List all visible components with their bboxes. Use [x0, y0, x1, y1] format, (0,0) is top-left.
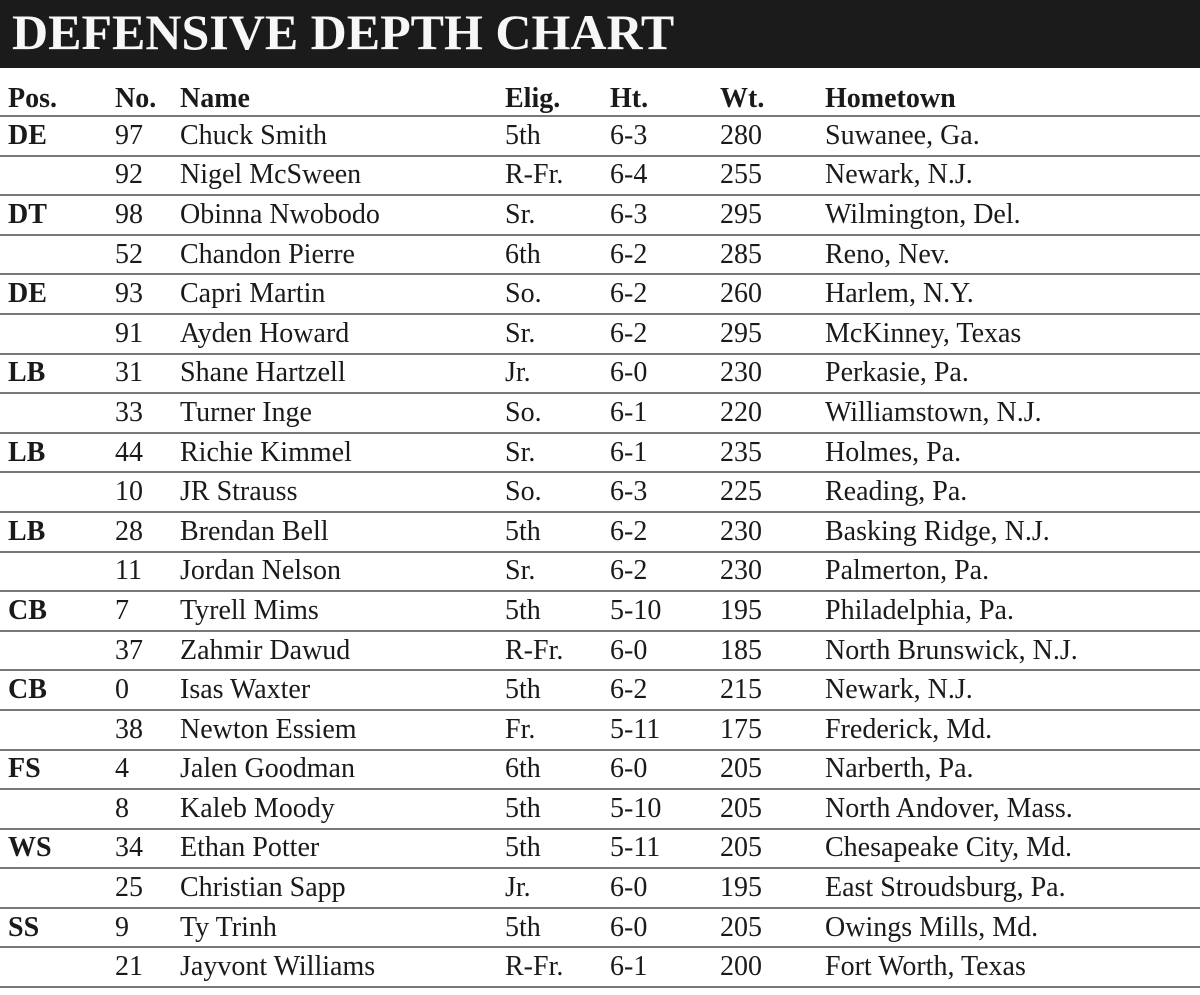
- cell-ht: 6-0: [610, 357, 648, 389]
- table-row: [0, 195, 1200, 235]
- cell-pos: [0, 710, 115, 750]
- cell-no: 38: [115, 713, 143, 745]
- cell-hometown: Narberth, Pa.: [825, 753, 974, 785]
- cell-wt: 255: [720, 159, 762, 191]
- cell-ht: 6-3: [610, 476, 648, 508]
- cell-pos: LB: [8, 436, 46, 468]
- column-header-name: Name: [180, 83, 250, 114]
- table-row: [0, 433, 1200, 473]
- cell-elig: 5th: [505, 832, 541, 864]
- cell-wt: 205: [720, 832, 762, 864]
- cell-elig: R-Fr.: [505, 951, 564, 983]
- cell-pos: CB: [8, 674, 47, 706]
- table-row: [0, 789, 1200, 829]
- cell-elig: Sr.: [505, 198, 536, 230]
- cell-pos: [0, 552, 115, 592]
- cell-pos: FS: [8, 753, 41, 785]
- table-row: [0, 552, 1200, 592]
- cell-name: Shane Hartzell: [180, 357, 346, 389]
- cell-pos: [0, 156, 115, 196]
- column-header-no: No.: [115, 83, 157, 114]
- cell-no: 97: [115, 119, 143, 151]
- cell-elig: 5th: [505, 594, 541, 626]
- cell-elig: Sr.: [505, 436, 536, 468]
- table-row: [0, 631, 1200, 671]
- cell-wt: 205: [720, 753, 762, 785]
- cell-pos: DE: [8, 119, 47, 151]
- cell-no: 92: [115, 159, 143, 191]
- page-title: DEFENSIVE DEPTH CHART: [12, 4, 675, 60]
- cell-hometown: McKinney, Texas: [825, 317, 1022, 349]
- cell-name: Ayden Howard: [180, 317, 350, 349]
- cell-wt: 200: [720, 951, 762, 983]
- cell-ht: 6-1: [610, 436, 648, 468]
- title-bar: [0, 0, 1200, 68]
- column-header-wt: Wt.: [720, 83, 765, 114]
- cell-ht: 6-3: [610, 198, 648, 230]
- cell-ht: 5-10: [610, 594, 662, 626]
- cell-elig: Jr.: [505, 872, 531, 904]
- table-row: [0, 947, 1200, 987]
- cell-hometown: Reno, Nev.: [825, 238, 950, 270]
- cell-pos: [0, 789, 115, 829]
- cell-wt: 195: [720, 594, 762, 626]
- column-header-pos: Pos.: [8, 83, 57, 114]
- cell-name: Newton Essiem: [180, 713, 357, 745]
- cell-wt: 230: [720, 515, 762, 547]
- cell-ht: 6-1: [610, 951, 648, 983]
- cell-pos: DT: [8, 198, 47, 230]
- cell-pos: [0, 393, 115, 433]
- cell-name: Nigel McSween: [180, 159, 362, 191]
- cell-ht: 6-4: [610, 159, 648, 191]
- cell-pos: [0, 631, 115, 671]
- cell-elig: So.: [505, 396, 542, 428]
- cell-ht: 6-3: [610, 119, 648, 151]
- cell-hometown: Fort Worth, Texas: [825, 951, 1026, 983]
- cell-no: 0: [115, 674, 129, 706]
- cell-no: 28: [115, 515, 143, 547]
- cell-elig: Jr.: [505, 357, 531, 389]
- cell-hometown: North Brunswick, N.J.: [825, 634, 1078, 666]
- cell-ht: 6-0: [610, 634, 648, 666]
- cell-elig: 6th: [505, 238, 541, 270]
- cell-pos: SS: [8, 911, 40, 943]
- cell-pos: LB: [8, 357, 46, 389]
- cell-no: 25: [115, 872, 143, 904]
- cell-no: 98: [115, 198, 143, 230]
- cell-elig: 5th: [505, 119, 541, 151]
- cell-name: Chandon Pierre: [180, 238, 355, 270]
- cell-no: 9: [115, 911, 129, 943]
- table-row: [0, 235, 1200, 275]
- cell-ht: 6-1: [610, 396, 648, 428]
- cell-hometown: Palmerton, Pa.: [825, 555, 990, 587]
- table-row: [0, 472, 1200, 512]
- cell-ht: 5-11: [610, 713, 661, 745]
- cell-wt: 295: [720, 317, 762, 349]
- cell-wt: 185: [720, 634, 762, 666]
- table-row: [0, 393, 1200, 433]
- cell-elig: 5th: [505, 674, 541, 706]
- cell-elig: Fr.: [505, 713, 536, 745]
- cell-hometown: Holmes, Pa.: [825, 436, 962, 468]
- cell-hometown: Perkasie, Pa.: [825, 357, 969, 389]
- cell-ht: 6-2: [610, 238, 648, 270]
- cell-no: 7: [115, 594, 129, 626]
- table-row: [0, 591, 1200, 631]
- cell-name: Zahmir Dawud: [180, 634, 351, 666]
- cell-no: 21: [115, 951, 143, 983]
- cell-name: Chuck Smith: [180, 119, 328, 151]
- cell-name: Kaleb Moody: [180, 792, 335, 824]
- cell-elig: So.: [505, 476, 542, 508]
- cell-hometown: North Andover, Mass.: [825, 792, 1073, 824]
- cell-name: JR Strauss: [180, 476, 298, 508]
- cell-no: 8: [115, 792, 129, 824]
- cell-name: Jayvont Williams: [180, 951, 376, 983]
- column-header-ht: Ht.: [610, 83, 649, 114]
- cell-name: Jordan Nelson: [180, 555, 341, 587]
- cell-wt: 205: [720, 792, 762, 824]
- cell-name: Christian Sapp: [180, 872, 346, 904]
- cell-no: 33: [115, 396, 143, 428]
- cell-hometown: Suwanee, Ga.: [825, 119, 980, 151]
- cell-hometown: Owings Mills, Md.: [825, 911, 1039, 943]
- cell-no: 91: [115, 317, 143, 349]
- cell-name: Tyrell Mims: [180, 594, 319, 626]
- cell-wt: 280: [720, 119, 762, 151]
- cell-name: Brendan Bell: [180, 515, 329, 547]
- cell-hometown: Basking Ridge, N.J.: [825, 515, 1050, 547]
- cell-name: Isas Waxter: [180, 674, 311, 706]
- cell-pos: WS: [8, 832, 52, 864]
- cell-no: 37: [115, 634, 143, 666]
- cell-no: 52: [115, 238, 143, 270]
- cell-hometown: Reading, Pa.: [825, 476, 968, 508]
- cell-ht: 6-2: [610, 278, 648, 310]
- cell-wt: 215: [720, 674, 762, 706]
- cell-wt: 260: [720, 278, 762, 310]
- cell-no: 34: [115, 832, 143, 864]
- table-row: [0, 829, 1200, 869]
- cell-elig: 5th: [505, 515, 541, 547]
- table-row: [0, 512, 1200, 552]
- cell-pos: [0, 947, 115, 987]
- cell-pos: [0, 472, 115, 512]
- cell-name: Ethan Potter: [180, 832, 320, 864]
- cell-pos: [0, 235, 115, 275]
- cell-hometown: Newark, N.J.: [825, 159, 973, 191]
- cell-hometown: Harlem, N.Y.: [825, 278, 974, 310]
- table-row: [0, 314, 1200, 354]
- cell-hometown: Williamstown, N.J.: [825, 396, 1042, 428]
- cell-no: 10: [115, 476, 143, 508]
- cell-pos: [0, 314, 115, 354]
- column-header-elig: Elig.: [505, 83, 561, 114]
- cell-wt: 220: [720, 396, 762, 428]
- cell-wt: 230: [720, 555, 762, 587]
- cell-wt: 235: [720, 436, 762, 468]
- table-row: [0, 156, 1200, 196]
- cell-wt: 295: [720, 198, 762, 230]
- cell-pos: DE: [8, 278, 47, 310]
- cell-pos: LB: [8, 515, 46, 547]
- table-row: [0, 710, 1200, 750]
- cell-wt: 230: [720, 357, 762, 389]
- depth-table: [0, 82, 1200, 988]
- table-row: [0, 354, 1200, 394]
- cell-ht: 6-2: [610, 515, 648, 547]
- cell-no: 44: [115, 436, 143, 468]
- cell-wt: 205: [720, 911, 762, 943]
- cell-no: 31: [115, 357, 143, 389]
- cell-elig: Sr.: [505, 317, 536, 349]
- cell-no: 4: [115, 753, 129, 785]
- cell-elig: Sr.: [505, 555, 536, 587]
- cell-name: Richie Kimmel: [180, 436, 352, 468]
- table-row: [0, 750, 1200, 790]
- table-header-row: [0, 82, 1200, 116]
- cell-ht: 6-0: [610, 872, 648, 904]
- cell-name: Ty Trinh: [180, 911, 277, 943]
- cell-elig: 5th: [505, 792, 541, 824]
- cell-elig: R-Fr.: [505, 634, 564, 666]
- cell-hometown: East Stroudsburg, Pa.: [825, 872, 1066, 904]
- cell-ht: 5-11: [610, 832, 661, 864]
- table-row: [0, 908, 1200, 948]
- table-row: [0, 670, 1200, 710]
- depth-table-body: [0, 116, 1200, 987]
- table-row: [0, 868, 1200, 908]
- cell-no: 11: [115, 555, 142, 587]
- cell-hometown: Philadelphia, Pa.: [825, 594, 1014, 626]
- cell-wt: 175: [720, 713, 762, 745]
- cell-name: Turner Inge: [180, 396, 312, 428]
- cell-hometown: Newark, N.J.: [825, 674, 973, 706]
- cell-ht: 6-0: [610, 753, 648, 785]
- cell-pos: CB: [8, 594, 47, 626]
- cell-wt: 195: [720, 872, 762, 904]
- table-row: [0, 116, 1200, 156]
- cell-no: 93: [115, 278, 143, 310]
- cell-hometown: Frederick, Md.: [825, 713, 993, 745]
- cell-wt: 285: [720, 238, 762, 270]
- cell-name: Capri Martin: [180, 278, 326, 310]
- cell-ht: 6-0: [610, 911, 648, 943]
- cell-ht: 6-2: [610, 317, 648, 349]
- cell-ht: 6-2: [610, 674, 648, 706]
- cell-name: Jalen Goodman: [180, 753, 355, 785]
- cell-elig: So.: [505, 278, 542, 310]
- cell-elig: 5th: [505, 911, 541, 943]
- cell-name: Obinna Nwobodo: [180, 198, 380, 230]
- cell-elig: R-Fr.: [505, 159, 564, 191]
- cell-elig: 6th: [505, 753, 541, 785]
- cell-pos: [0, 868, 115, 908]
- column-header-hometown: Hometown: [825, 83, 956, 114]
- table-row: [0, 274, 1200, 314]
- cell-wt: 225: [720, 476, 762, 508]
- cell-ht: 6-2: [610, 555, 648, 587]
- cell-hometown: Chesapeake City, Md.: [825, 832, 1073, 864]
- cell-hometown: Wilmington, Del.: [825, 198, 1021, 230]
- cell-ht: 5-10: [610, 792, 662, 824]
